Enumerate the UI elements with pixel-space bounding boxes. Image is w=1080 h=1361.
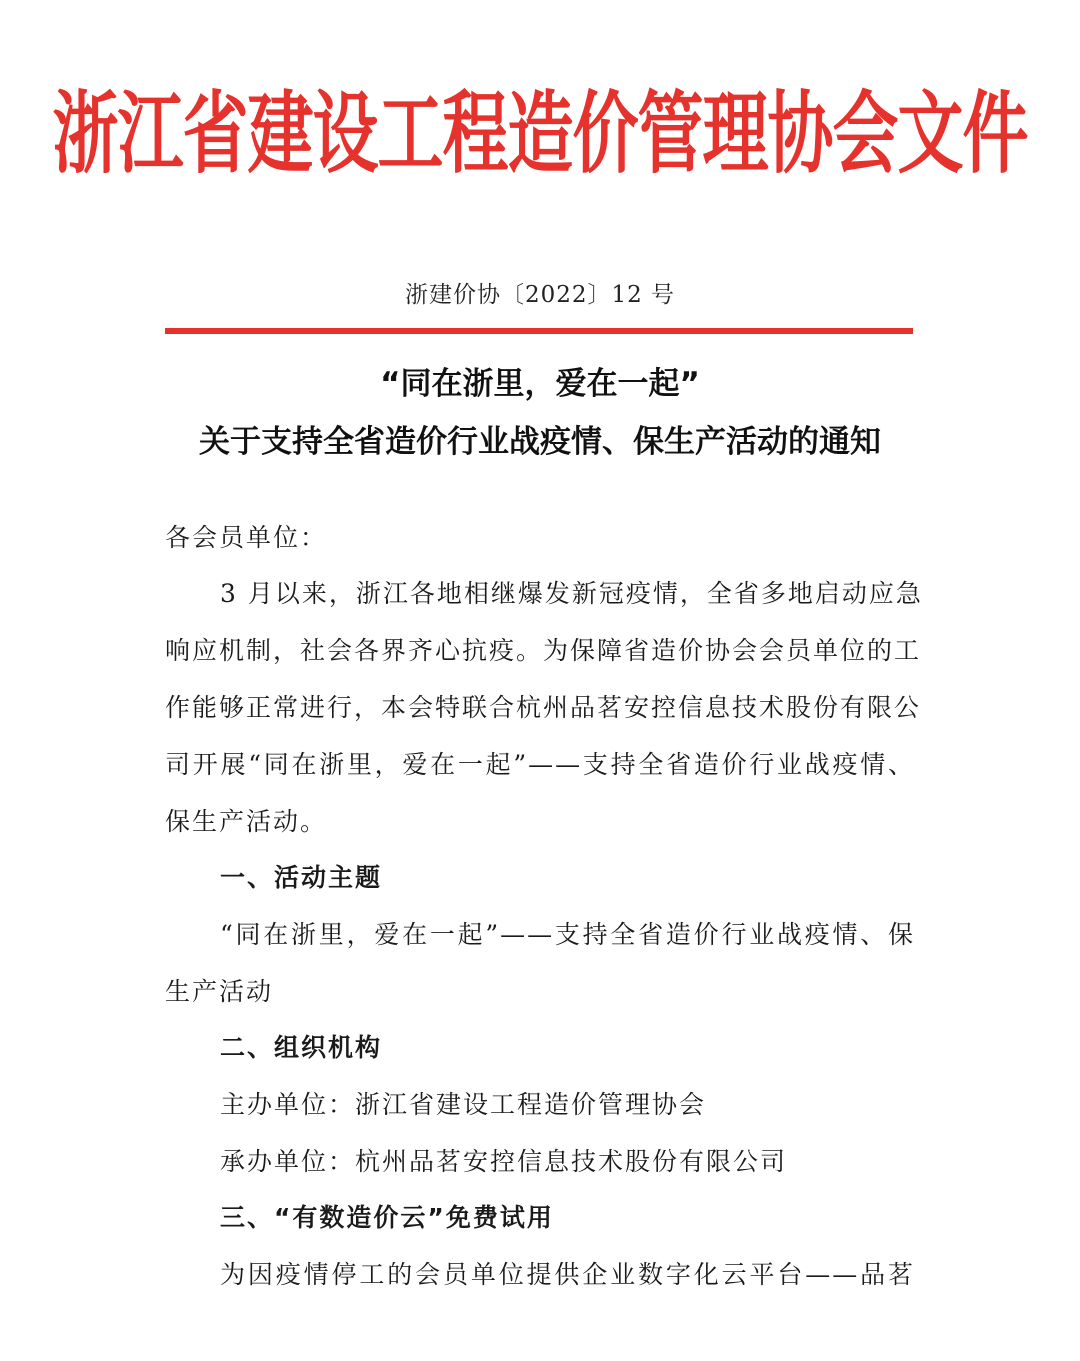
notice-title-line-1: “同在浙里，爱在一起” xyxy=(380,366,700,402)
paragraph-line: 保生产活动。 xyxy=(165,807,328,836)
document-number: 浙建价协〔2022〕12 号 xyxy=(404,282,676,308)
section-heading-organization: 二、组织机构 xyxy=(220,1033,383,1062)
salutation: 各会员单位： xyxy=(165,523,328,552)
host-unit: 主办单位：浙江省建设工程造价管理协会 xyxy=(220,1090,707,1119)
paragraph-line: “同在浙里，爱在一起”——支持全省造价行业战疫情、保 xyxy=(220,920,915,949)
paragraph-line: 生产活动 xyxy=(165,977,274,1006)
paragraph-line: 作能够正常进行，本会特联合杭州品茗安控信息技术股份有限公 xyxy=(165,693,922,722)
section-heading-theme: 一、活动主题 xyxy=(220,863,383,892)
notice-title-line-2: 关于支持全省造价行业战疫情、保生产活动的通知 xyxy=(199,424,881,460)
masthead-title: 浙江省建设工程造价管理协会文件 xyxy=(52,82,1028,187)
paragraph-line: 3 月以来，浙江各地相继爆发新冠疫情，全省多地启动应急 xyxy=(220,579,923,608)
paragraph-line: 司开展“同在浙里，爱在一起”——支持全省造价行业战疫情、 xyxy=(165,750,915,779)
section-heading-free-trial: 三、“有数造价云”免费试用 xyxy=(220,1203,554,1232)
paragraph-line: 为因疫情停工的会员单位提供企业数字化云平台——品茗 xyxy=(220,1260,915,1289)
paragraph-line: 响应机制，社会各界齐心抗疫。为保障省造价协会会员单位的工 xyxy=(165,636,922,665)
red-divider-line xyxy=(165,328,913,334)
organizer-unit: 承办单位：杭州品茗安控信息技术股份有限公司 xyxy=(220,1147,788,1176)
